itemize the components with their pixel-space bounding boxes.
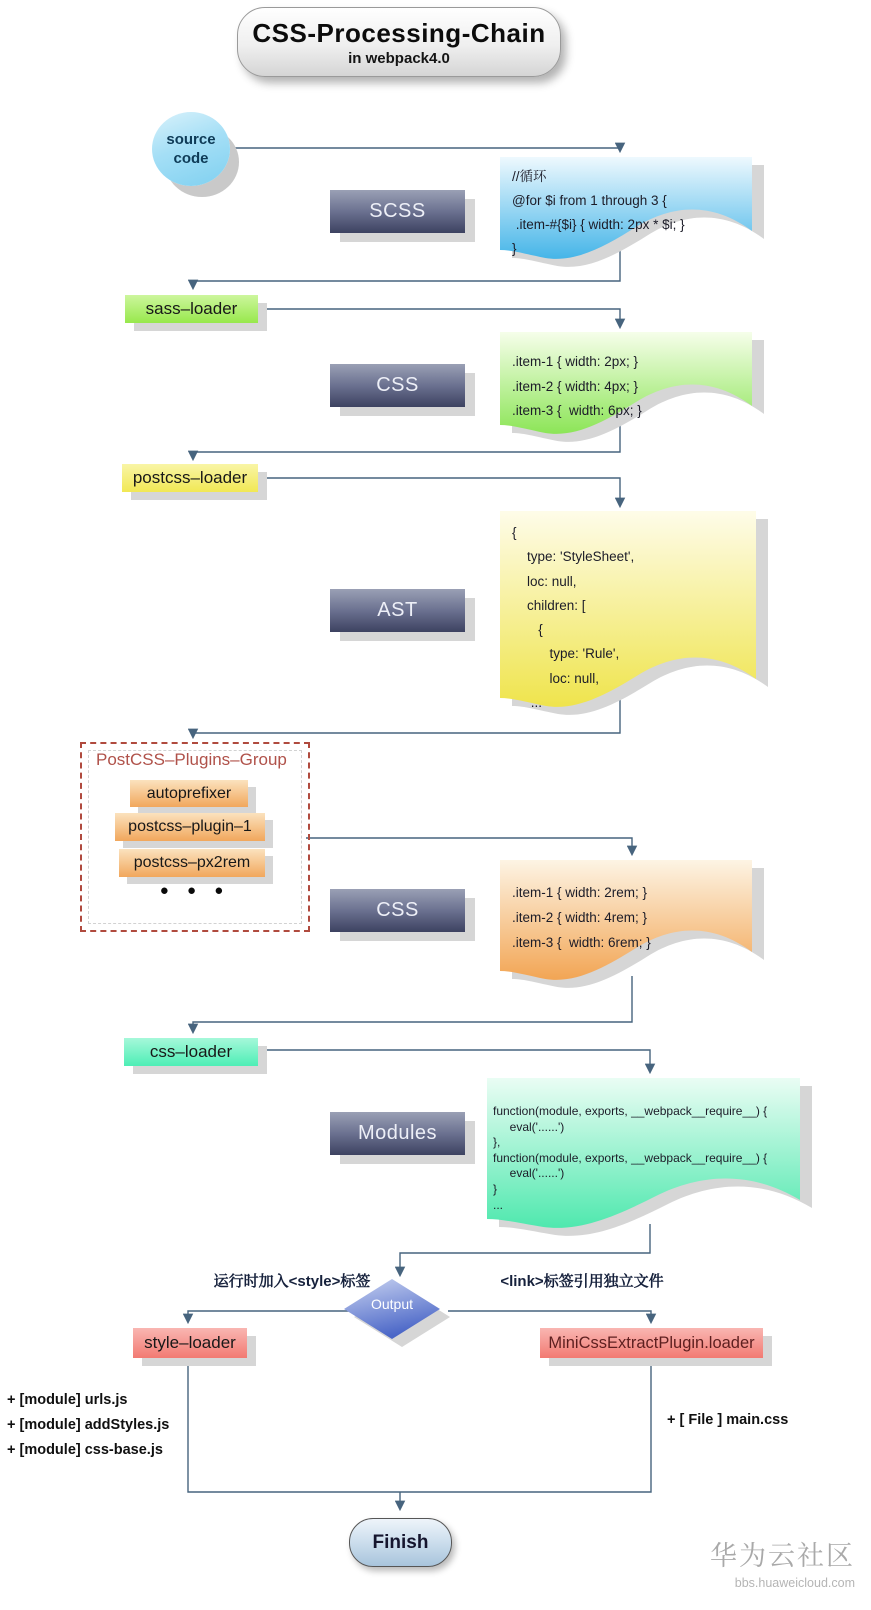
- stage-modules: [330, 1112, 465, 1155]
- postcss-plugin-1-label: postcss–plugin–1: [128, 818, 252, 835]
- sass-loader-label: sass–loader: [145, 299, 238, 318]
- connector-css-loader-to-modules-doc: [257, 1050, 650, 1071]
- finish-node: [349, 1518, 452, 1567]
- left-branch-label: 运行时加入<style>标签: [213, 1273, 371, 1290]
- connector-output-to-minicss: [448, 1311, 651, 1321]
- main-css-file-label: + [ File ] main.css: [667, 1412, 789, 1428]
- postcss-px2rem-chip: [119, 849, 265, 877]
- css-rem-code-doc: [500, 860, 752, 982]
- css-loader-chip: [124, 1038, 258, 1066]
- right-branch-label: <link>标签引用独立文件: [500, 1273, 664, 1290]
- autoprefixer-label: autoprefixer: [146, 784, 232, 802]
- minicss-extract-plugin-chip: [540, 1328, 763, 1358]
- more-plugins-ellipsis: ● ● ●: [159, 882, 231, 899]
- scss-code-lines: //循环 @for $i from 1 through 3 { .item-#{$i} { width: 2px * $i; } }: [512, 169, 685, 256]
- connector-output-to-style-loader: [188, 1311, 352, 1321]
- stage-scss: [330, 190, 465, 233]
- ast-code-doc: [500, 511, 756, 709]
- start-node-line1: source: [166, 131, 216, 148]
- watermark: [710, 1534, 855, 1590]
- style-loader-chip: [133, 1328, 247, 1358]
- sass-loader-chip: [125, 295, 258, 323]
- scss-code-doc: [500, 157, 752, 261]
- connector-plugins-group-to-rem-doc: [306, 838, 632, 853]
- stage-css-rem-label: CSS: [376, 899, 419, 921]
- css-px-code-lines: .item-1 { width: 2px; } .item-2 { width: 4px; } .item-3 { width: 6px; }: [512, 354, 642, 418]
- start-node-line2: code: [173, 150, 209, 167]
- start-node-source-code: [152, 112, 230, 186]
- connector-sass-loader-to-css-doc: [258, 309, 620, 326]
- stage-css: [330, 364, 465, 407]
- watermark-url: bbs.huaweicloud.com: [734, 1576, 855, 1590]
- style-loader-label: style–loader: [144, 1333, 236, 1352]
- diagram-title: CSS-Processing-Chain: [252, 17, 546, 48]
- stage-modules-label: Modules: [357, 1122, 438, 1144]
- connector-branches-merge: [188, 1358, 651, 1492]
- finish-label: Finish: [372, 1531, 429, 1553]
- css-px-code-doc: [500, 332, 752, 436]
- modules-code-lines: function(module, exports, __webpack__require__) { eval('......') }, function(module, exports, __webpack__require__) { eval('......') } ...: [493, 1104, 768, 1212]
- postcss-px2rem-label: postcss–px2rem: [133, 854, 251, 871]
- stage-css-rem: [330, 889, 465, 932]
- minicss-extract-plugin-label: MiniCssExtractPlugin.loader: [548, 1333, 755, 1352]
- postcss-plugins-group-title: PostCSS–Plugins–Group: [96, 750, 287, 769]
- css-rem-code-lines: .item-1 { width: 2rem; } .item-2 { width: 4rem; } .item-3 { width: 6rem; }: [512, 885, 651, 950]
- stage-ast-label: AST: [377, 599, 418, 621]
- autoprefixer-chip: [130, 780, 248, 807]
- stage-scss-label: SCSS: [369, 200, 426, 222]
- postcss-plugins-group: [80, 742, 310, 932]
- connector-source-to-scss-doc: [230, 148, 620, 150]
- modules-code-doc: [487, 1078, 800, 1230]
- style-loader-modules-list: + [module] urls.js + [module] addStyles.js + [module] css-base.js: [7, 1392, 170, 1458]
- postcss-loader-chip: [122, 464, 258, 492]
- postcss-loader-label: postcss–loader: [132, 468, 248, 487]
- diagram-title-box: [237, 7, 561, 77]
- stage-ast: [330, 589, 465, 632]
- connector-postcss-loader-to-ast-doc: [257, 478, 620, 505]
- output-label: Output: [370, 1296, 414, 1312]
- diagram-subtitle: in webpack4.0: [348, 49, 450, 67]
- ast-code-lines: { type: 'StyleSheet', loc: null, children: [ { type: 'Rule', loc: null, ...: [512, 525, 635, 711]
- watermark-title: 华为云社区: [710, 1541, 855, 1571]
- css-loader-label: css–loader: [149, 1042, 233, 1061]
- stage-css-label: CSS: [376, 374, 419, 396]
- postcss-plugin-1-chip: [115, 813, 265, 841]
